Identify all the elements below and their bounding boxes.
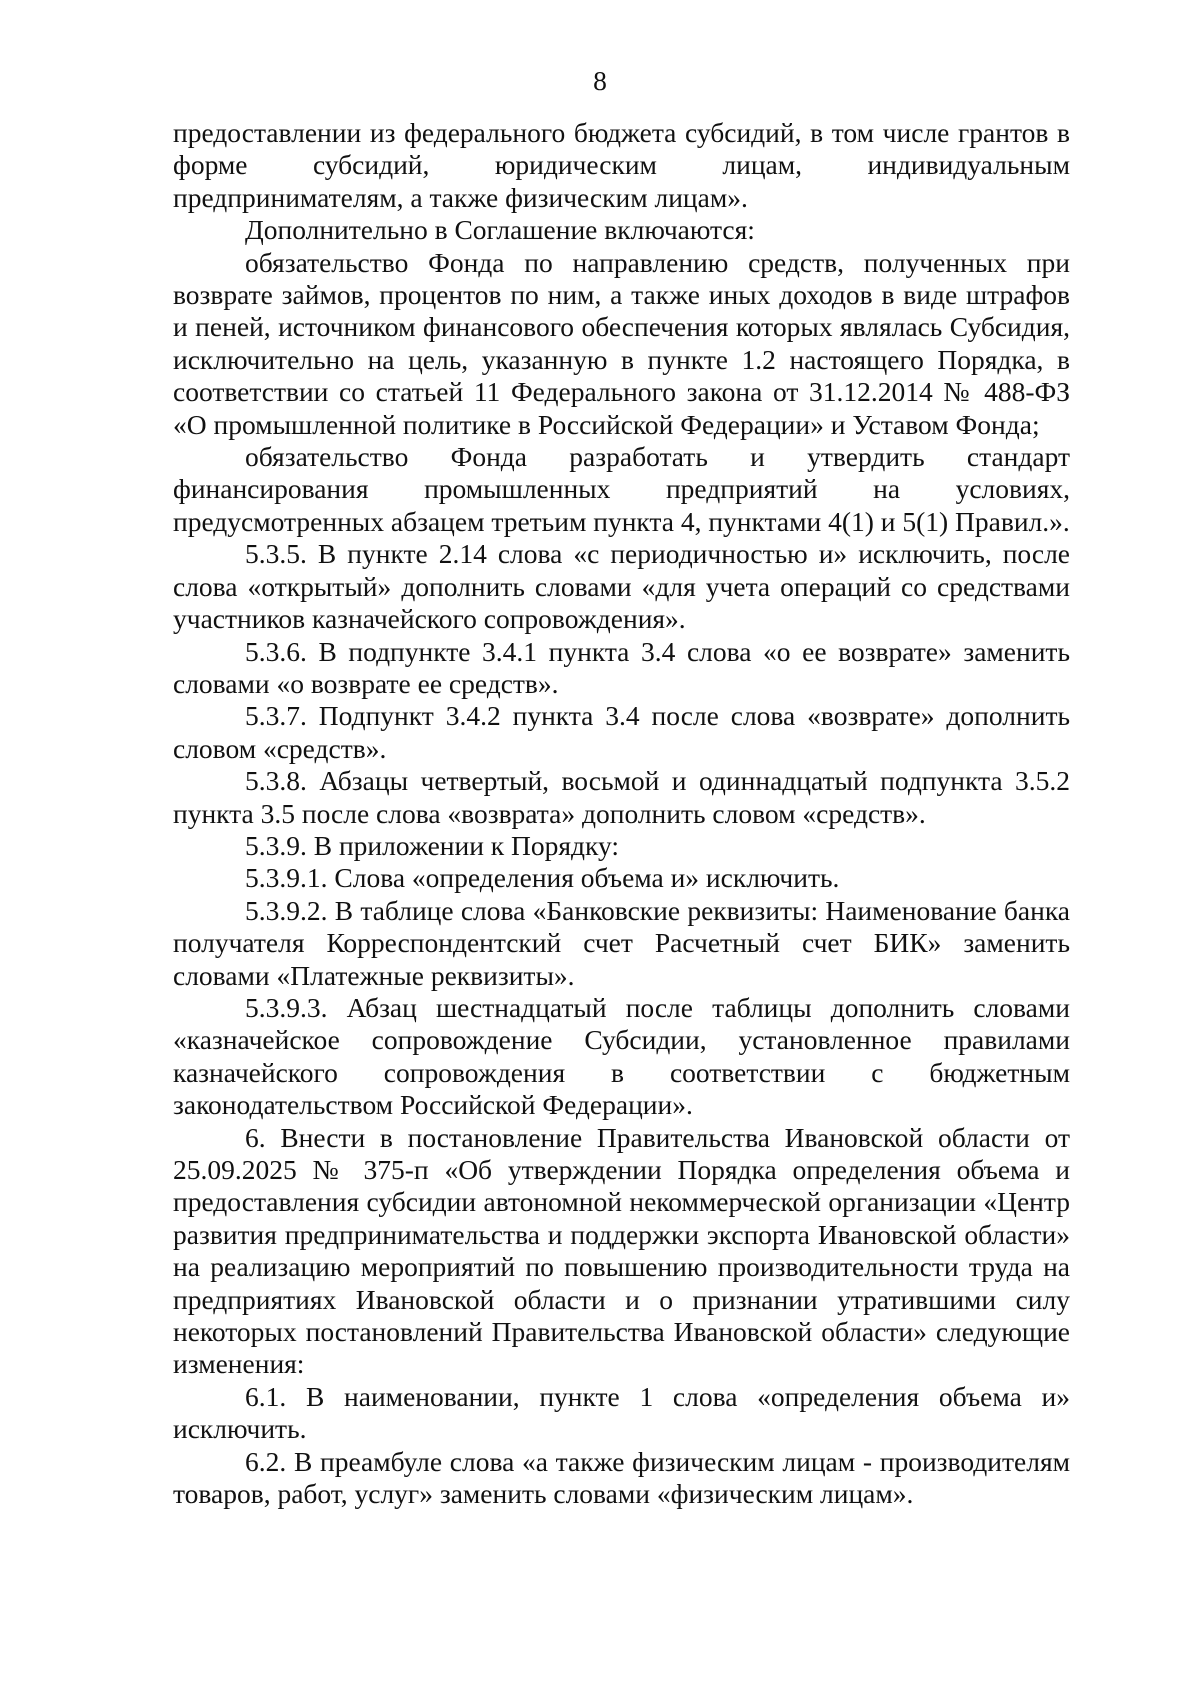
paragraph-6: 6. Внести в постановление Правительства Ивановской области от 25.09.2025 № 375-п «Об утверждении Порядка определения объема и предоставления субсидии автономной некоммерческой организации «Центр развития предпринимательства и поддержки экспорта Ивановской области» на реализацию мероприятий по повышению производительности труда на предприятиях Ивановской области и о признании утратившими силу некоторых постановлений Правительства Ивановской области» следующие изменения: (173, 1121, 1070, 1380)
paragraph-fund-obligation-funds: обязательство Фонда по направлению средств, полученных при возврате займов, процентов по ним, а также иных доходов в виде штрафов и пеней, источником финансового обеспечения которых являлась Субсидия, исключительно на цель, указанную в пункте 1.2 настоящего Порядка, в соответствии со статьей 11 Федерального закона от 31.12.2014 № 488-ФЗ «О промышленной политике в Российской Федерации» и Уставом Фонда; (173, 246, 1070, 440)
paragraph-5-3-9: 5.3.9. В приложении к Порядку: (245, 829, 620, 861)
paragraph-6-1: 6.1. В наименовании, пункте 1 слова «определения объема и» исключить. (173, 1380, 1070, 1445)
paragraph-5-3-5: 5.3.5. В пункте 2.14 слова «с периодичностью и» исключить, после слова «открытый» дополнить словами «для учета операций со средствами участников казначейского сопровождения». (173, 538, 1070, 635)
paragraph-5-3-8: 5.3.8. Абзацы четвертый, восьмой и одиннадцатый подпункта 3.5.2 пункта 3.5 после слова «возврата» дополнить словом «средств». (173, 765, 1070, 829)
paragraph-5-3-7: 5.3.7. Подпункт 3.4.2 пункта 3.4 после слова «возврате» дополнить словом «средств». (173, 700, 1070, 764)
paragraph-additional-clauses: Дополнительно в Соглашение включаются: (245, 214, 755, 246)
paragraph-intro-continuation: предоставлении из федерального бюджета субсидий, в том числе грантов в форме субсидий, юридическим лицам, индивидуальным предпринимателям, а также физическим лицам». (173, 117, 1070, 213)
paragraph-fund-obligation-standard: обязательство Фонда разработать и утвердить стандарт финансирования промышленных предприятий на условиях, предусмотренных абзацем третьим пункта 4, пунктами 4(1) и 5(1) Правил.». (173, 441, 1070, 537)
paragraph-6-2: 6.2. В преамбуле слова «а также физическим лицам - производителям товаров, работ, услуг» заменить словами «физическим лицам». (173, 1445, 1070, 1510)
document-body (173, 117, 1070, 1510)
page-number: 8 (593, 65, 607, 96)
paragraph-5-3-9-1: 5.3.9.1. Слова «определения объема и» исключить. (245, 862, 840, 894)
paragraph-5-3-9-3: 5.3.9.3. Абзац шестнадцатый после таблицы дополнить словами «казначейское сопровождение Субсидии, установленное правилами казначейского сопровождения в соответствии с бюджетным законодательством Российской Федерации». (173, 991, 1070, 1121)
paragraph-5-3-6: 5.3.6. В подпункте 3.4.1 пункта 3.4 слова «о ее возврате» заменить словами «о возврате ее средств». (173, 635, 1070, 699)
paragraph-5-3-9-2: 5.3.9.2. В таблице слова «Банковские реквизиты: Наименование банка получателя Корреспондентский счет Расчетный счет БИК» заменить словами «Платежные реквизиты». (173, 894, 1070, 991)
